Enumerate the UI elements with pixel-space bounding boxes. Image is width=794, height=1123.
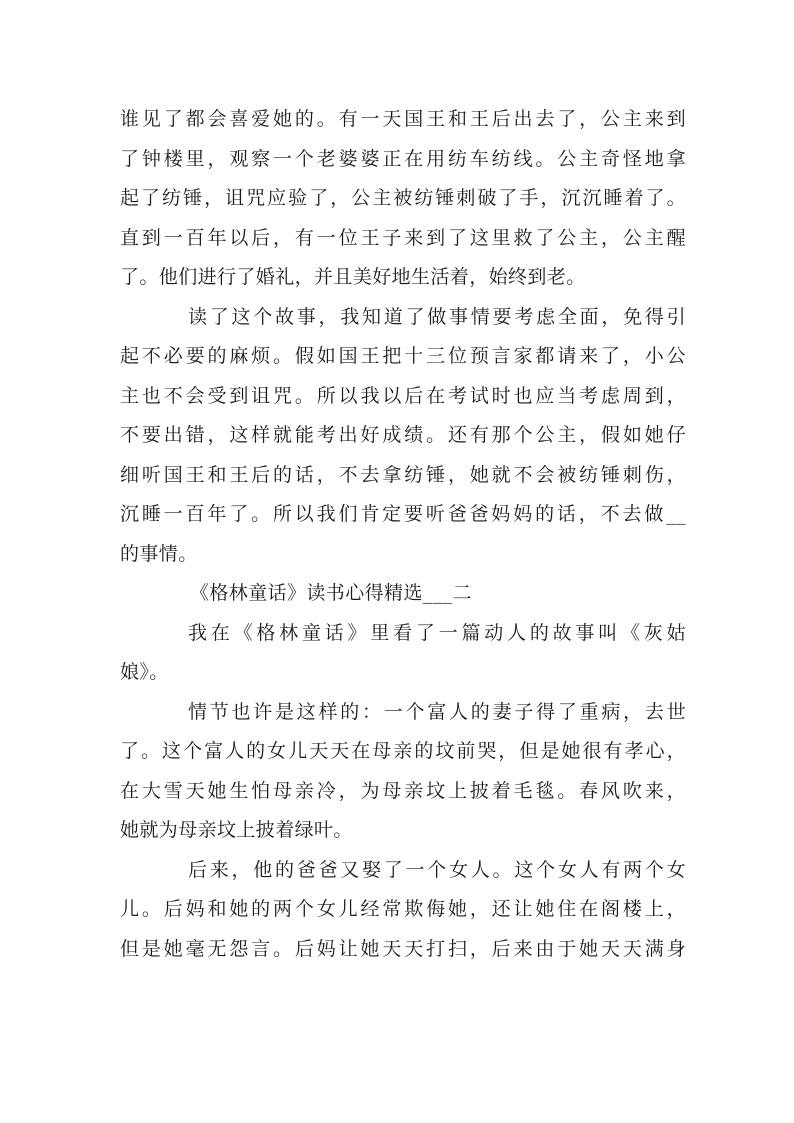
document-body (120, 100, 686, 969)
text-line: 沉睡一百年了。所以我们肯定要听爸爸妈妈的话，不去做__ (120, 503, 686, 525)
paragraph-first-line: 后来，他的爸爸又娶了一个女人。这个女人有两个女 (188, 858, 686, 881)
paragraph-first-line: 读了这个故事，我知道了做事情要考虑全面，免得引 (188, 305, 686, 328)
text-line: 谁见了都会喜爱她的。有一天国王和王后出去了，公主来到 (120, 108, 686, 130)
text-line: 起了纺锤，诅咒应验了，公主被纺锤刺破了手，沉沉睡着了。 (120, 187, 686, 209)
text-line: 娘》。 (120, 661, 169, 683)
text-line: 在大雪天她生怕母亲冷，为母亲坟上披着毛毯。春风吹来， (120, 779, 686, 802)
text-line: 了。这个富人的女儿天天在母亲的坟前哭，但是她很有孝心， (120, 740, 686, 762)
text-line: 儿。后妈和她的两个女儿经常欺侮她，还让她住在阁楼上， (120, 898, 686, 920)
text-line: 起不必要的麻烦。假如国王把十三位预言家都请来了，小公 (120, 345, 686, 367)
text-line: 她就为母亲坟上披着绿叶。 (120, 819, 353, 841)
section-heading: 《格林童话》读书心得精选___二 (190, 582, 472, 604)
text-line: 细听国王和王后的话，不去拿纺锤，她就不会被纺锤刺伤， (120, 463, 686, 486)
text-line: 了。他们进行了婚礼，并且美好地生活着，始终到老。 (120, 266, 586, 288)
text-line: 直到一百年以后，有一位王子来到了这里救了公主，公主醒 (120, 226, 686, 249)
text-line: 的事情。 (120, 542, 198, 565)
text-line: 了钟楼里，观察一个老婆婆正在用纺车纺线。公主奇怪地拿 (120, 147, 686, 170)
text-line: 主也不会受到诅咒。所以我以后在考试时也应当考虑周到， (120, 384, 686, 407)
text-line: 但是她毫无怨言。后妈让她天天打扫，后来由于她天天满身 (120, 937, 686, 960)
paragraph-first-line: 情节也许是这样的：一个富人的妻子得了重病，去世 (188, 700, 686, 723)
paragraph-first-line: 我在《格林童话》里看了一篇动人的故事叫《灰姑 (188, 621, 686, 644)
text-line: 不要出错，这样就能考出好成绩。还有那个公主，假如她仔 (120, 424, 686, 446)
